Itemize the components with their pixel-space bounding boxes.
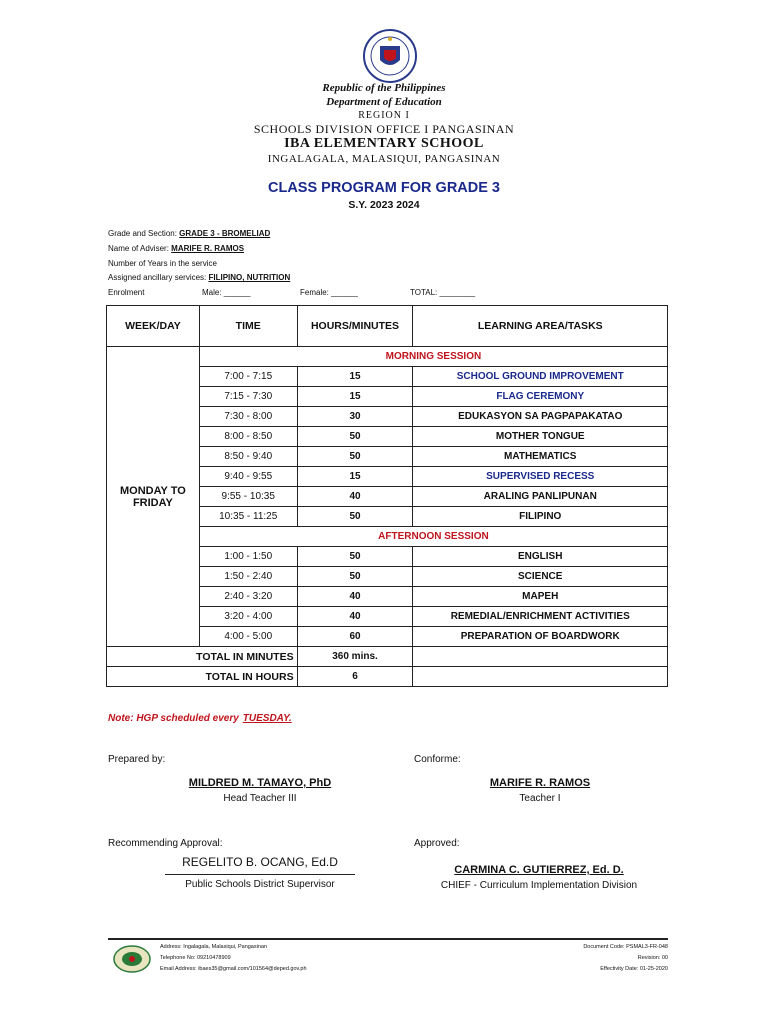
approved-name: CARMINA C. GUTIERREZ, Ed. D. [454, 864, 624, 876]
minutes-cell: 50 [297, 507, 413, 527]
recommending-position: Public Schools District Supervisor [185, 879, 335, 890]
school-name: IBA ELEMENTARY SCHOOL [284, 136, 484, 151]
note [108, 713, 292, 724]
conforme-label: Conforme: [414, 754, 461, 765]
region-line: REGION I [358, 110, 410, 121]
task-cell: ARALING PANLIPUNAN [413, 487, 668, 507]
task-cell: SCIENCE [413, 567, 668, 587]
header-weekday: WEEK/DAY [107, 306, 200, 347]
minutes-cell: 40 [297, 487, 413, 507]
minutes-cell: 40 [297, 607, 413, 627]
recommending-label: Recommending Approval: [108, 838, 223, 849]
total-hours-empty [413, 667, 668, 687]
footer-divider [108, 938, 668, 940]
female-label: Female: ______ [300, 288, 358, 297]
minutes-cell: 30 [297, 407, 413, 427]
task-cell: MOTHER TONGUE [413, 427, 668, 447]
time-cell: 9:55 - 10:35 [199, 487, 297, 507]
note-text: Note: HGP scheduled every [108, 713, 239, 724]
grade-line [108, 229, 270, 238]
school-year: S.Y. 2023 2024 [348, 199, 420, 211]
task-cell: PREPARATION OF BOARDWORK [413, 627, 668, 647]
deped-seal-icon [362, 28, 418, 84]
grade-label: Grade and Section: [108, 229, 177, 238]
recommending-signature-line [165, 874, 355, 875]
time-cell: 2:40 - 3:20 [199, 587, 297, 607]
task-cell: FLAG CEREMONY [413, 387, 668, 407]
task-cell: MAPEH [413, 587, 668, 607]
total-label: TOTAL: ________ [410, 288, 476, 297]
time-cell: 8:50 - 9:40 [199, 447, 297, 467]
footer-revision: Revision: 00 [637, 955, 668, 961]
task-cell: ENGLISH [413, 547, 668, 567]
grade-value: GRADE 3 - BROMELIAD [179, 229, 271, 238]
total-minutes-label: TOTAL IN MINUTES [107, 647, 298, 667]
republic-line: Republic of the Philippines [322, 82, 446, 94]
minutes-cell: 15 [297, 387, 413, 407]
time-cell: 4:00 - 5:00 [199, 627, 297, 647]
enrolment-label: Enrolment [108, 288, 145, 297]
task-cell: SUPERVISED RECESS [413, 467, 668, 487]
total-hours-label: TOTAL IN HOURS [107, 667, 298, 687]
footer-doc-code: Document Code: PSMAL3-FR-048 [583, 944, 668, 950]
total-minutes-value: 360 mins. [297, 647, 413, 667]
male-label: Male: ______ [202, 288, 251, 297]
years-line: Number of Years in the service [108, 259, 217, 268]
header-task: LEARNING AREA/TASKS [413, 306, 668, 347]
prepared-label: Prepared by: [108, 754, 166, 765]
task-cell: REMEDIAL/ENRICHMENT ACTIVITIES [413, 607, 668, 627]
conforme-position: Teacher I [519, 793, 561, 804]
minutes-cell: 50 [297, 427, 413, 447]
adviser-label: Name of Adviser: [108, 244, 169, 253]
time-cell: 3:20 - 4:00 [199, 607, 297, 627]
minutes-cell: 50 [297, 547, 413, 567]
school-logo-icon [112, 944, 152, 974]
ancillary-label: Assigned ancillary services: [108, 273, 207, 282]
morning-session-label: MORNING SESSION [199, 347, 667, 367]
ancillary-value: FILIPINO, NUTRITION [208, 273, 291, 282]
time-cell: 9:40 - 9:55 [199, 467, 297, 487]
time-cell: 7:15 - 7:30 [199, 387, 297, 407]
prepared-name: MILDRED M. TAMAYO, PhD [188, 777, 332, 789]
total-minutes-empty [413, 647, 668, 667]
footer-email: Email Address: ibaes35@gmail.com/101564@deped.gov.ph [160, 966, 307, 972]
department-line: Department of Education [326, 96, 442, 108]
day-cell: MONDAY TO FRIDAY [107, 347, 200, 647]
minutes-cell: 40 [297, 587, 413, 607]
time-cell: 1:50 - 2:40 [199, 567, 297, 587]
minutes-cell: 50 [297, 567, 413, 587]
prepared-position: Head Teacher III [223, 793, 297, 804]
footer-address: Address: Ingalagala, Malasiqui, Pangasinan [160, 944, 268, 950]
morning-session-row [107, 347, 668, 367]
total-hours-value: 6 [297, 667, 413, 687]
recommending-name: REGELITO B. OCANG, Ed.D [182, 855, 338, 869]
header-time: TIME [199, 306, 297, 347]
header-minutes: HOURS/MINUTES [297, 306, 413, 347]
footer-effectivity: Effectivity Date: 01-25-2020 [600, 966, 668, 972]
minutes-cell: 60 [297, 627, 413, 647]
task-cell: MATHEMATICS [413, 447, 668, 467]
minutes-cell: 50 [297, 447, 413, 467]
division-line: SCHOOLS DIVISION OFFICE I PANGASINAN [253, 122, 515, 136]
task-cell: EDUKASYON SA PAGPAPAKATAO [413, 407, 668, 427]
time-cell: 7:00 - 7:15 [199, 367, 297, 387]
conforme-name: MARIFE R. RAMOS [489, 777, 591, 789]
class-program-table [106, 305, 668, 687]
minutes-cell: 15 [297, 367, 413, 387]
afternoon-session-label: AFTERNOON SESSION [199, 527, 667, 547]
table-header-row [107, 306, 668, 347]
total-minutes-row [107, 647, 668, 667]
time-cell: 8:00 - 8:50 [199, 427, 297, 447]
school-address: INGALAGALA, MALASIQUI, PANGASINAN [267, 153, 501, 165]
task-cell: SCHOOL GROUND IMPROVEMENT [413, 367, 668, 387]
minutes-cell: 15 [297, 467, 413, 487]
approved-label: Approved: [414, 838, 460, 849]
time-cell: 10:35 - 11:25 [199, 507, 297, 527]
page-title: CLASS PROGRAM FOR GRADE 3 [267, 180, 500, 196]
time-cell: 1:00 - 1:50 [199, 547, 297, 567]
task-cell: FILIPINO [413, 507, 668, 527]
adviser-value: MARIFE R. RAMOS [171, 244, 245, 253]
time-cell: 7:30 - 8:00 [199, 407, 297, 427]
total-hours-row [107, 667, 668, 687]
adviser-line [108, 244, 244, 253]
footer-telephone: Telephone No: 09210478909 [160, 955, 231, 961]
note-day: TUESDAY. [242, 713, 292, 724]
ancillary-line [108, 273, 290, 282]
approved-position: CHIEF - Curriculum Implementation Division [440, 880, 638, 891]
